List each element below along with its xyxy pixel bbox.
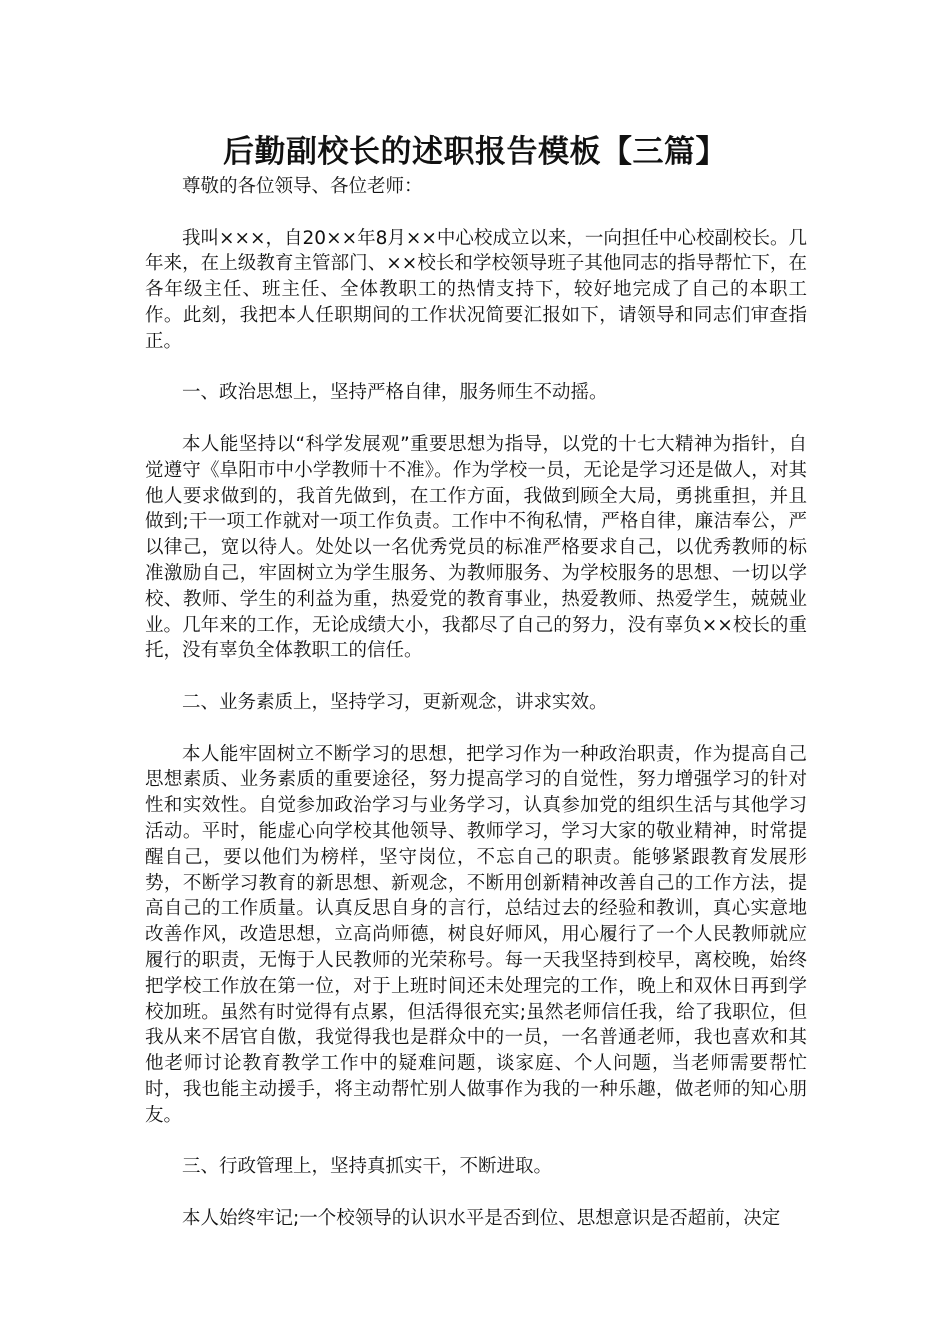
- document-title: 后勤副校长的述职报告模板【三篇】: [223, 134, 727, 170]
- paragraph-section-2: 本人能牢固树立不断学习的思想，把学习作为一种政治职责，作为提高自己思想素质、业务素质的重要途径，努力提高学习的自觉性，努力增强学习的针对性和实效性。自觉参加政治学习与业务学习，认真参加党的组织生活与其他学习活动。平时，能虚心向学校其他领导、教师学习，学习大家的敬业精神，时常提醒自己，要以他们为榜样，坚守岗位，不忘自己的职责。能够紧跟教育发展形势，不断学习教育的新思想、新观念，不断用创新精神改善自己的工作方法，提高自己的工作质量。认真反思自身的言行，总结过去的经验和教训，真心实意地改善作风，改造思想，立高尚师德，树良好师风，用心履行了一个人民教师就应履行的职责，无悔于人民教师的光荣称号。每一天我坚持到校早，离校晚，始终把学校工作放在第一位，对于上班时间还未处理完的工作，晚上和双休日再到学校加班。虽然有时觉得有点累，但活得很充实;虽然老师信任我，给了我职位，但我从来不居官自傲，我觉得我也是群众中的一员，一名普通老师，我也喜欢和其他老师讨论教育教学工作中的疑难问题，谈家庭、个人问题，当老师需要帮忙时，我也能主动援手，将主动帮忙别人做事作为我的一种乐趣，做老师的知心朋友。: [145, 743, 807, 1126]
- salutation: 尊敬的各位领导、各位老师：: [182, 176, 423, 197]
- document-body: [145, 174, 807, 1232]
- paragraph-section-3: 本人始终牢记;一个校领导的认识水平是否到位、思想意识是否超前，决定: [182, 1207, 781, 1229]
- section-heading-3: 三、行政管理上，坚持真抓实干，不断进取。: [182, 1156, 553, 1178]
- paragraph-section-1: 本人能坚持以“科学发展观”重要思想为指导，以党的十七大精神为指针，自觉遵守《阜阳市中小学教师十不准》。作为学校一员，无论是学习还是做人，对其他人要求做到的，我首先做到，在工作方面，我做到顾全大局，勇挑重担，并且做到;干一项工作就对一项工作负责。工作中不徇私情，严格自律，廉洁奉公，严以律己，宽以待人。处处以一名优秀党员的标准严格要求自己，以优秀教师的标准激励自己，牢固树立为学生服务、为教师服务、为学校服务的思想、一切以学校、教师、学生的利益为重，热爱党的教育事业，热爱教师、热爱学生，兢兢业业。几年来的工作，无论成绩大小，我都尽了自己的努力，没有辜负××校长的重托，没有辜负全体教职工的信任。: [145, 433, 807, 662]
- section-heading-2: 二、业务素质上，坚持学习，更新观念，讲求实效。: [182, 691, 608, 713]
- section-heading-1: 一、政治思想上，坚持严格自律，服务师生不动摇。: [182, 382, 608, 404]
- paragraph-intro: 我叫×××，自20××年8月××中心校成立以来，一向担任中心校副校长。几年来，在上级教育主管部门、××校长和学校领导班子其他同志的指导帮忙下，在各年级主任、班主任、全体教职工的热情支持下，较好地完成了自己的本职工作。此刻，我把本人任职期间的工作状况简要汇报如下，请领导和同志们审查指正。: [145, 227, 807, 352]
